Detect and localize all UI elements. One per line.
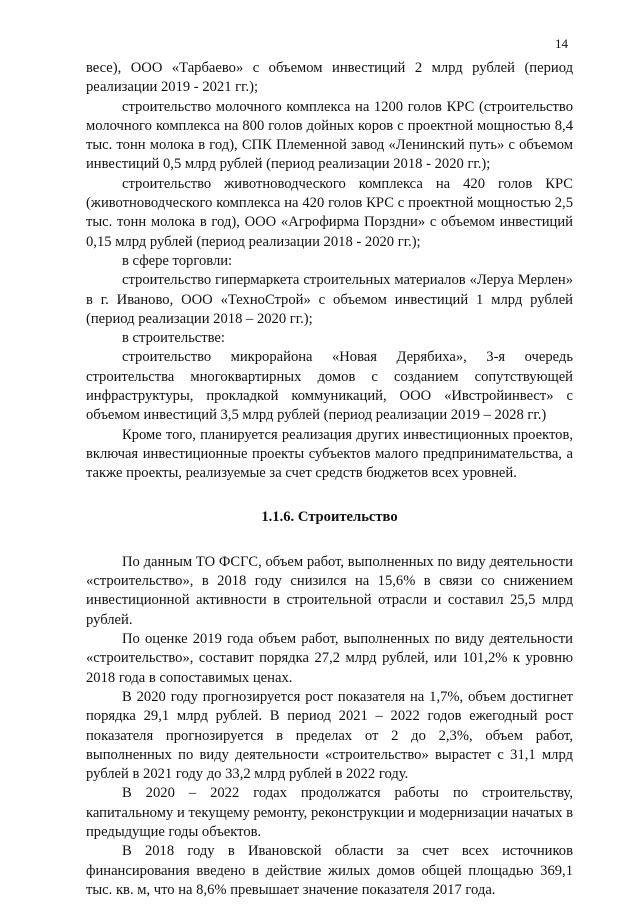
paragraph: В 2020 – 2022 годах продолжатся работы по строительству, капитальному и текущему ремонту, реконструкции и модернизации начатых в предыдущие годы объектов. bbox=[86, 785, 573, 840]
paragraph: весе), ООО «Тарбаево» с объемом инвестиций 2 млрд рублей (период реализации 2019 - 2021 гг.); bbox=[86, 60, 573, 96]
document-body bbox=[86, 59, 573, 900]
paragraph: строительство молочного комплекса на 1200 голов КРС (строительство молочного комплекса на 800 голов дойных коров с проектной мощностью 8,4 тыс. тонн молока в год), СПК Племенной завод «Ленинский путь» с объемом инвестиций 0,5 млрд рублей (период реализации 2018 - 2020 гг.); bbox=[86, 98, 573, 173]
paragraph: В 2020 году прогнозируется рост показателя на 1,7%, объем достигнет порядка 29,1 млрд рублей. В период 2021 – 2022 годов ежегодный рост показателя прогнозируется в пределах от 2 до 2,3%, объем работ, выполненных по виду деятельности «строительство» вырастет с 31,1 млрд рублей в 2021 году до 33,2 млрд рублей в 2022 году. bbox=[86, 688, 573, 783]
paragraph: Кроме того, планируется реализация других инвестиционных проектов, включая инвестиционные проекты субъектов малого предпринимательства, а также проекты, реализуемые за счет средств бюджетов всех уровней. bbox=[86, 426, 573, 482]
page-number: 14 bbox=[555, 36, 568, 51]
paragraph: в строительстве: bbox=[122, 330, 225, 347]
paragraph: строительство животноводческого комплекса на 420 голов КРС (животноводческого комплекса на 420 голов КРС с проектной мощностью 2,5 тыс. тонн молока в год), ООО «Агрофирма Порздни» с объемом инвестиций 0,15 млрд рублей (период реализации 2018 - 2020 гг.); bbox=[86, 175, 573, 250]
paragraph: По данным ТО ФСГС, объем работ, выполненных по виду деятельности «строительство», в 2018 году снизился на 15,6% в связи со снижением инвестиционной активности в строительной отрасли и составил 25,5 млрд рублей. bbox=[86, 553, 573, 628]
paragraph: в сфере торговли: bbox=[122, 252, 233, 269]
paragraph: В 2018 году в Ивановской области за счет всех источников финансирования введено в действие жилых домов общей площадью 369,1 тыс. кв. м, что на 8,6% превышает значение показателя 2017 года. bbox=[86, 843, 573, 898]
paragraph: строительство микрорайона «Новая Дерябиха», 3-я очередь строительства многоквартирных домов с созданием сопутствующей инфраструктуры, прокладкой коммуникаций, ООО «Ивстройинвест» с объемом инвестиций 3,5 млрд рублей (период реализации 2019 – 2028 гг.) bbox=[86, 349, 573, 424]
paragraph: строительство гипермаркета строительных материалов «Леруа Мерлен» в г. Иваново, ООО «ТехноСтрой» с объемом инвестиций 1 млрд рублей (период реализации 2018 – 2020 гг.); bbox=[86, 272, 573, 327]
paragraph: По оценке 2019 года объем работ, выполненных по виду деятельности «строительство», составит порядка 27,2 млрд рублей, или 101,2% к уровню 2018 года в сопоставимых ценах. bbox=[86, 631, 573, 686]
section-heading: 1.1.6. Строительство bbox=[261, 508, 398, 525]
